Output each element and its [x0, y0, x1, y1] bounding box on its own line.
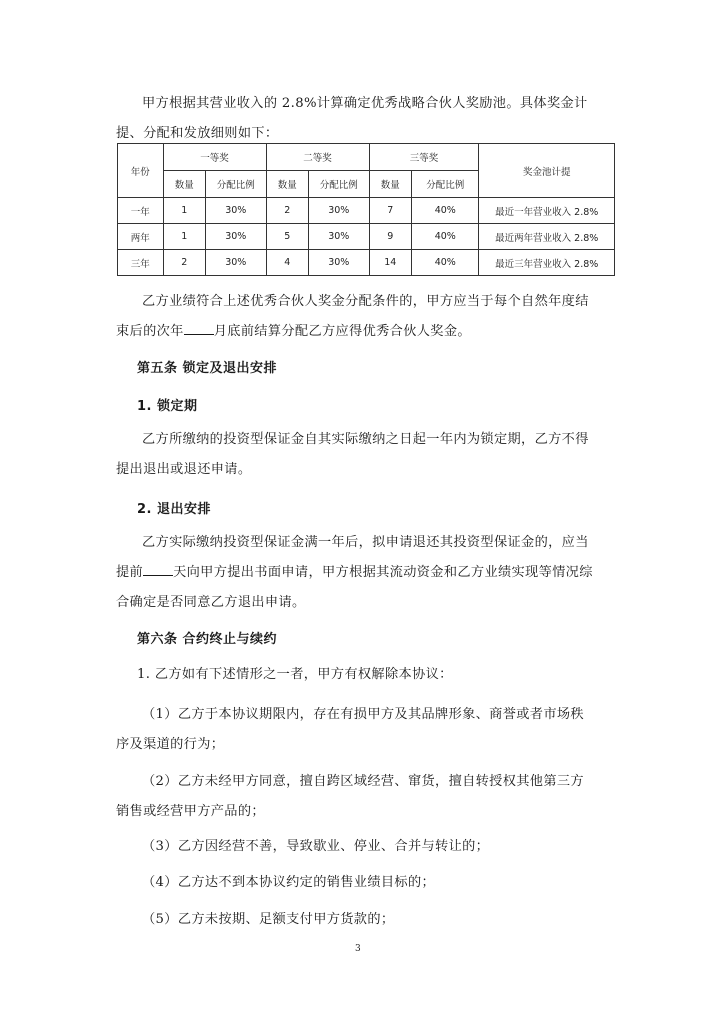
article-6-title: 第六条 合约终止与续约	[137, 632, 278, 647]
exit-paragraph	[116, 528, 616, 618]
cell-year: 一年	[118, 198, 164, 224]
cell-pool: 最近三年营业收入 2.8%	[479, 250, 615, 276]
bonus-table	[117, 143, 615, 276]
settlement-paragraph	[116, 287, 616, 347]
cell-q2: 2	[266, 198, 309, 224]
cell-r3: 40%	[412, 250, 479, 276]
cell-q1: 1	[163, 224, 206, 250]
lockup-line-2: 提出退出或退还申请。	[116, 462, 252, 477]
clause-1-line-1: （1）乙方于本协议期限内，存在有损甲方及其品牌形象、商誉或者市场秩	[142, 707, 584, 722]
clause-1-line-2: 序及渠道的行为；	[116, 737, 225, 752]
exit-arrangement-title: 2. 退出安排	[137, 502, 212, 517]
cell-r2: 30%	[309, 250, 369, 276]
table-header-row	[118, 144, 615, 171]
clause-2-line-2: 销售或经营甲方产品的；	[116, 804, 265, 819]
cell-q3: 14	[369, 250, 412, 276]
days-blank-field[interactable]	[143, 563, 173, 576]
header-quantity: 数量	[369, 171, 412, 198]
header-second-prize: 二等奖	[266, 144, 369, 171]
intro-line-1: 甲方根据其营业收入的 2.8%计算确定优秀战略合伙人奖励池。具体奖金计	[142, 96, 588, 111]
month-blank-field[interactable]	[184, 322, 214, 335]
settlement-line-2-pre: 束后的次年	[116, 324, 184, 339]
exit-line-3: 合确定是否同意乙方退出申请。	[116, 595, 306, 610]
lockup-line-1: 乙方所缴纳的投资型保证金自其实际缴纳之日起一年内为锁定期，乙方不得	[142, 432, 589, 447]
table-row	[118, 198, 615, 224]
cell-q1: 1	[163, 198, 206, 224]
clause-2-line-1: （2）乙方未经甲方同意，擅自跨区域经营、窜货，擅自转授权其他第三方	[142, 774, 584, 789]
exit-line-2-post: 天向甲方提出书面申请，甲方根据其流动资金和乙方业绩实现等情况综	[173, 565, 593, 580]
page-number: 3	[355, 944, 361, 954]
exit-line-1: 乙方实际缴纳投资型保证金满一年后，拟申请退还其投资型保证金的，应当	[142, 535, 589, 550]
clause-4: （4）乙方达不到本协议约定的销售业绩目标的；	[142, 875, 436, 890]
header-year: 年份	[118, 144, 164, 198]
article-5-title: 第五条 锁定及退出安排	[137, 361, 278, 376]
table-row	[118, 250, 615, 276]
cell-q2: 4	[266, 250, 309, 276]
header-pool: 奖金池计提	[479, 144, 615, 198]
cell-year: 三年	[118, 250, 164, 276]
intro-paragraph	[116, 89, 616, 149]
cell-r1: 30%	[206, 224, 266, 250]
cell-r3: 40%	[412, 224, 479, 250]
cell-r1: 30%	[206, 250, 266, 276]
header-quantity: 数量	[163, 171, 206, 198]
clause-2-paragraph	[116, 767, 616, 827]
clause-3: （3）乙方因经营不善，导致歇业、停业、合并与转让的；	[142, 839, 490, 854]
cell-r3: 40%	[412, 198, 479, 224]
table-row	[118, 224, 615, 250]
cell-q1: 2	[163, 250, 206, 276]
cell-q3: 9	[369, 224, 412, 250]
cell-r1: 30%	[206, 198, 266, 224]
cell-r2: 30%	[309, 224, 369, 250]
lockup-paragraph	[116, 425, 616, 485]
header-ratio: 分配比例	[412, 171, 479, 198]
cell-year: 两年	[118, 224, 164, 250]
header-third-prize: 三等奖	[369, 144, 479, 171]
clause-1-paragraph	[116, 700, 616, 760]
cell-pool: 最近一年营业收入 2.8%	[479, 198, 615, 224]
termination-item-1: 1. 乙方如有下述情形之一者，甲方有权解除本协议：	[137, 667, 453, 682]
settlement-line-1: 乙方业绩符合上述优秀合伙人奖金分配条件的，甲方应当于每个自然年度结	[142, 294, 589, 309]
cell-q2: 5	[266, 224, 309, 250]
header-ratio: 分配比例	[309, 171, 369, 198]
intro-line-2: 提、分配和发放细则如下：	[116, 126, 279, 141]
settlement-line-2-post: 月底前结算分配乙方应得优秀合伙人奖金。	[213, 324, 471, 339]
exit-line-2-pre: 提前	[116, 565, 144, 580]
clause-5: （5）乙方未按期、足额支付甲方货款的；	[142, 912, 395, 927]
header-quantity: 数量	[266, 171, 309, 198]
header-first-prize: 一等奖	[163, 144, 266, 171]
cell-r2: 30%	[309, 198, 369, 224]
lockup-period-title: 1. 锁定期	[137, 399, 198, 414]
cell-pool: 最近两年营业收入 2.8%	[479, 224, 615, 250]
cell-q3: 7	[369, 198, 412, 224]
header-ratio: 分配比例	[206, 171, 266, 198]
